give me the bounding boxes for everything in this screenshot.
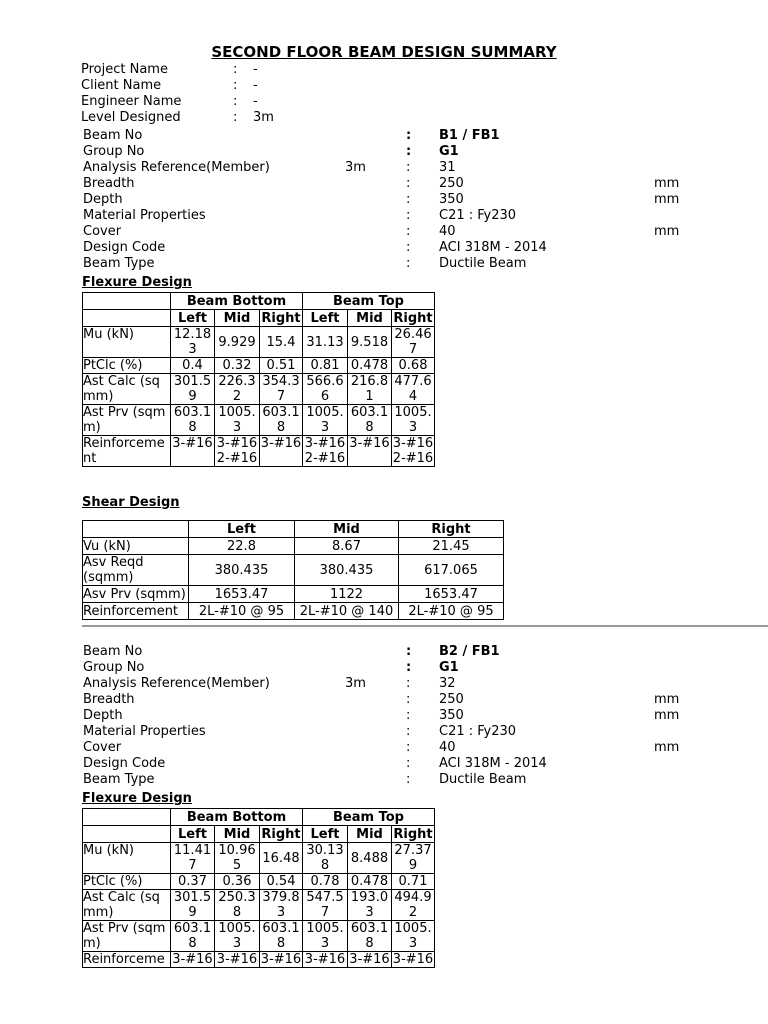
beam-info-row bbox=[83, 128, 723, 144]
table-cell: 22.8 bbox=[189, 538, 295, 555]
beam-info-row bbox=[83, 160, 723, 176]
table-cell: 12.183 bbox=[171, 327, 215, 358]
table-row bbox=[83, 586, 504, 603]
table-cell: 603.18 bbox=[260, 921, 303, 952]
table-cell: 566.66 bbox=[303, 374, 348, 405]
info-value: 250 bbox=[439, 176, 464, 191]
table-cell: 0.54 bbox=[260, 874, 303, 890]
table-cell: 0.68 bbox=[392, 358, 435, 374]
table-cell: 2L-#10 @ 95 bbox=[399, 603, 504, 620]
table-cell: 1005.3 bbox=[303, 405, 348, 436]
info-label: Beam No bbox=[83, 644, 143, 659]
info-value: 250 bbox=[439, 692, 464, 707]
info-label: Depth bbox=[83, 708, 123, 723]
section-divider bbox=[82, 625, 768, 627]
table-cell: 30.138 bbox=[303, 843, 348, 874]
colon: : bbox=[406, 676, 411, 691]
table-cell: 3-#16 bbox=[260, 952, 302, 967]
table-row bbox=[83, 374, 435, 405]
info-value: G1 bbox=[439, 144, 459, 159]
table-cell: 380.435 bbox=[189, 555, 295, 586]
row-label: Ast Prv (sqmm) bbox=[83, 921, 171, 952]
table-cell: 0.51 bbox=[260, 358, 303, 374]
info-value: Ductile Beam bbox=[439, 772, 527, 787]
info-label: Material Properties bbox=[83, 724, 206, 739]
beam-info-row bbox=[83, 256, 723, 272]
colon: : bbox=[233, 110, 238, 125]
project-info bbox=[81, 62, 381, 126]
row-label: Asv Prv (sqmm) bbox=[83, 586, 189, 603]
beam-info-row bbox=[83, 224, 723, 240]
table-cell: 250.38 bbox=[215, 890, 260, 921]
table-cell: 27.379 bbox=[392, 843, 435, 874]
table-row bbox=[83, 405, 435, 436]
table-cell: 1005.3 bbox=[392, 921, 435, 952]
beam2-flexure-heading: Flexure Design bbox=[82, 791, 192, 806]
beam-info-row bbox=[83, 756, 723, 772]
info-label: Design Code bbox=[83, 756, 166, 771]
table-cell: 0.81 bbox=[303, 358, 348, 374]
project-label: Project Name bbox=[81, 62, 168, 77]
row-label: Reinforcement bbox=[83, 603, 189, 620]
table-cell: 10.965 bbox=[215, 843, 260, 874]
table-cell: 0.478 bbox=[348, 358, 392, 374]
info-unit: mm bbox=[654, 224, 680, 239]
row-label: Ast Calc (sqmm) bbox=[83, 374, 171, 405]
table-cell: 3-#16 bbox=[172, 952, 213, 967]
table-cell: 1005.3 bbox=[392, 405, 435, 436]
info-unit: mm bbox=[654, 708, 680, 723]
project-label: Client Name bbox=[81, 78, 162, 93]
info-unit: mm bbox=[654, 176, 680, 191]
column-header: Left bbox=[171, 310, 215, 327]
group-header: Beam Bottom bbox=[171, 809, 303, 826]
row-label: Ast Prv (sqmm) bbox=[83, 405, 171, 436]
info-value: B1 / FB1 bbox=[439, 128, 500, 143]
info-value: B2 / FB1 bbox=[439, 644, 500, 659]
beam-info-row bbox=[83, 676, 723, 692]
blank-header-cell bbox=[83, 310, 171, 327]
beam-info-row bbox=[83, 740, 723, 756]
table-cell: 2L-#10 @ 95 bbox=[189, 603, 295, 620]
row-label: PtClc (%) bbox=[83, 874, 171, 890]
table-cell: 1005.3 bbox=[215, 405, 260, 436]
table-cell: 1005.3 bbox=[303, 921, 348, 952]
table-cell: 26.467 bbox=[392, 327, 435, 358]
table-cell: 603.18 bbox=[171, 921, 215, 952]
beam2-flexure-table bbox=[82, 808, 435, 968]
column-header: Right bbox=[399, 521, 504, 538]
beam1-shear-table bbox=[82, 520, 504, 620]
row-label: Mu (kN) bbox=[83, 327, 171, 358]
row-label: Reinforcement bbox=[83, 436, 171, 467]
table-row bbox=[83, 874, 435, 890]
project-value: - bbox=[253, 78, 258, 93]
colon: : bbox=[406, 256, 411, 271]
table-cell: 1653.47 bbox=[399, 586, 504, 603]
table-cell: 0.32 bbox=[215, 358, 260, 374]
table-row bbox=[83, 358, 435, 374]
colon: : bbox=[406, 660, 412, 675]
beam1-info bbox=[83, 128, 723, 272]
column-header: Mid bbox=[348, 310, 392, 327]
table-row bbox=[83, 538, 504, 555]
beam-info-row bbox=[83, 208, 723, 224]
table-cell: 617.065 bbox=[399, 555, 504, 586]
beam-info-row bbox=[83, 644, 723, 660]
table-cell: 379.83 bbox=[260, 890, 303, 921]
colon: : bbox=[406, 772, 411, 787]
beam1-flexure-table bbox=[82, 292, 435, 467]
beam-info-row bbox=[83, 176, 723, 192]
project-row bbox=[81, 78, 381, 94]
table-cell: 216.81 bbox=[348, 374, 392, 405]
table-cell: 354.37 bbox=[260, 374, 303, 405]
beam-info-row bbox=[83, 724, 723, 740]
colon: : bbox=[233, 62, 238, 77]
page-title: SECOND FLOOR BEAM DESIGN SUMMARY bbox=[211, 43, 557, 61]
table-cell: 0.78 bbox=[303, 874, 348, 890]
info-label: Beam No bbox=[83, 128, 143, 143]
info-unit: mm bbox=[654, 692, 680, 707]
blank-header-cell bbox=[83, 826, 171, 843]
column-header: Right bbox=[393, 310, 433, 326]
table-row bbox=[83, 890, 435, 921]
colon: : bbox=[406, 224, 411, 239]
colon: : bbox=[406, 708, 411, 723]
info-label: Group No bbox=[83, 144, 145, 159]
row-label: Vu (kN) bbox=[83, 538, 189, 555]
column-header: Left bbox=[303, 310, 348, 327]
info-label: Analysis Reference(Member) bbox=[83, 676, 270, 691]
project-row bbox=[81, 94, 381, 110]
table-cell: 0.37 bbox=[171, 874, 215, 890]
info-value: Ductile Beam bbox=[439, 256, 527, 271]
table-row bbox=[83, 843, 435, 874]
group-header: Beam Top bbox=[303, 809, 435, 826]
table-cell: 603.18 bbox=[348, 405, 392, 436]
project-row bbox=[81, 110, 381, 126]
info-value: 350 bbox=[439, 192, 464, 207]
beam2-info bbox=[83, 644, 723, 788]
colon: : bbox=[406, 692, 411, 707]
info-label: Material Properties bbox=[83, 208, 206, 223]
table-cell: 494.92 bbox=[392, 890, 435, 921]
table-cell: 3-#16 2-#16 bbox=[215, 436, 260, 467]
group-header: Beam Top bbox=[303, 293, 435, 310]
table-row bbox=[83, 327, 435, 358]
beam-info-row bbox=[83, 240, 723, 256]
colon: : bbox=[406, 756, 411, 771]
table-cell: 2L-#10 @ 140 bbox=[295, 603, 399, 620]
table-cell: 15.4 bbox=[260, 327, 303, 358]
project-label: Engineer Name bbox=[81, 94, 182, 109]
info-reference: 3m bbox=[345, 676, 366, 691]
row-label: Asv Reqd (sqmm) bbox=[83, 555, 189, 586]
table-cell: 21.45 bbox=[399, 538, 504, 555]
colon: : bbox=[406, 644, 412, 659]
info-value: ACI 318M - 2014 bbox=[439, 756, 547, 771]
info-value: 31 bbox=[439, 160, 456, 175]
info-label: Beam Type bbox=[83, 772, 155, 787]
table-cell: 0.4 bbox=[171, 358, 215, 374]
column-header: Right bbox=[261, 826, 301, 842]
colon: : bbox=[406, 144, 412, 159]
table-cell: 3-#16 bbox=[215, 952, 260, 968]
beam-info-row bbox=[83, 192, 723, 208]
project-label: Level Designed bbox=[81, 110, 181, 125]
blank-header-cell bbox=[83, 809, 171, 826]
colon: : bbox=[406, 208, 411, 223]
table-cell: 603.18 bbox=[260, 405, 303, 436]
table-cell: 301.59 bbox=[171, 890, 215, 921]
column-header: Right bbox=[261, 310, 301, 326]
table-cell: 8.488 bbox=[348, 843, 392, 874]
column-header: Right bbox=[393, 826, 433, 842]
blank-header-cell bbox=[83, 521, 189, 538]
info-label: Beam Type bbox=[83, 256, 155, 271]
colon: : bbox=[406, 176, 411, 191]
info-label: Breadth bbox=[83, 692, 135, 707]
column-header: Mid bbox=[215, 826, 260, 843]
row-label: Mu (kN) bbox=[83, 843, 171, 874]
project-value: 3m bbox=[253, 110, 274, 125]
beam-info-row bbox=[83, 772, 723, 788]
beam1-flexure-heading: Flexure Design bbox=[82, 275, 192, 290]
info-label: Depth bbox=[83, 192, 123, 207]
beam-info-row bbox=[83, 144, 723, 160]
info-label: Cover bbox=[83, 740, 122, 755]
table-cell: 477.64 bbox=[392, 374, 435, 405]
info-value: 40 bbox=[439, 224, 456, 239]
info-value: C21 : Fy230 bbox=[439, 208, 517, 223]
blank-header-cell bbox=[83, 293, 171, 310]
info-label: Analysis Reference(Member) bbox=[83, 160, 270, 175]
colon: : bbox=[406, 128, 412, 143]
table-row bbox=[83, 603, 504, 620]
table-cell: 1005.3 bbox=[215, 921, 260, 952]
table-row bbox=[83, 555, 504, 586]
info-value: 32 bbox=[439, 676, 456, 691]
table-cell: 3-#16 bbox=[260, 436, 303, 467]
table-cell: 3-#16 bbox=[303, 952, 348, 968]
info-label: Breadth bbox=[83, 176, 135, 191]
column-header: Mid bbox=[295, 521, 399, 538]
row-label: Reinforceme bbox=[83, 952, 171, 968]
table-cell: 301.59 bbox=[171, 374, 215, 405]
table-cell: 16.48 bbox=[260, 843, 303, 874]
table-cell: 0.478 bbox=[348, 874, 392, 890]
beam1-shear-heading: Shear Design bbox=[82, 495, 180, 510]
group-header: Beam Bottom bbox=[171, 293, 303, 310]
info-label: Cover bbox=[83, 224, 122, 239]
table-cell: 603.18 bbox=[171, 405, 215, 436]
info-reference: 3m bbox=[345, 160, 366, 175]
table-cell: 547.57 bbox=[303, 890, 348, 921]
table-cell: 8.67 bbox=[295, 538, 399, 555]
column-header: Left bbox=[303, 826, 348, 843]
beam-info-row bbox=[83, 708, 723, 724]
table-cell: 3-#16 bbox=[171, 436, 215, 467]
project-value: - bbox=[253, 62, 258, 77]
colon: : bbox=[406, 192, 411, 207]
info-value: 40 bbox=[439, 740, 456, 755]
table-cell: 0.71 bbox=[392, 874, 435, 890]
info-value: ACI 318M - 2014 bbox=[439, 240, 547, 255]
project-row bbox=[81, 62, 381, 78]
column-header: Left bbox=[189, 521, 295, 538]
table-cell: 3-#16 bbox=[392, 952, 434, 967]
info-value: 350 bbox=[439, 708, 464, 723]
project-value: - bbox=[253, 94, 258, 109]
column-header: Mid bbox=[215, 310, 260, 327]
row-label: PtClc (%) bbox=[83, 358, 171, 374]
colon: : bbox=[406, 240, 411, 255]
beam-info-row bbox=[83, 692, 723, 708]
table-cell: 3-#16 bbox=[349, 952, 390, 967]
table-cell: 380.435 bbox=[295, 555, 399, 586]
info-value: C21 : Fy230 bbox=[439, 724, 517, 739]
table-cell: 1122 bbox=[295, 586, 399, 603]
colon: : bbox=[406, 740, 411, 755]
table-cell: 3-#16 2-#16 bbox=[392, 436, 434, 466]
table-cell: 603.18 bbox=[348, 921, 392, 952]
table-cell: 3-#16 2-#16 bbox=[303, 436, 348, 467]
table-cell: 1653.47 bbox=[189, 586, 295, 603]
colon: : bbox=[406, 724, 411, 739]
info-label: Group No bbox=[83, 660, 145, 675]
table-row bbox=[83, 436, 435, 467]
table-cell: 226.32 bbox=[215, 374, 260, 405]
info-label: Design Code bbox=[83, 240, 166, 255]
info-unit: mm bbox=[654, 192, 680, 207]
column-header: Mid bbox=[348, 826, 392, 843]
table-cell: 0.36 bbox=[215, 874, 260, 890]
table-row bbox=[83, 921, 435, 952]
beam-info-row bbox=[83, 660, 723, 676]
table-cell: 31.13 bbox=[303, 327, 348, 358]
colon: : bbox=[233, 94, 238, 109]
colon: : bbox=[233, 78, 238, 93]
table-cell: 9.518 bbox=[348, 327, 392, 358]
colon: : bbox=[406, 160, 411, 175]
info-unit: mm bbox=[654, 740, 680, 755]
table-row bbox=[83, 952, 435, 968]
table-cell: 3-#16 bbox=[348, 436, 392, 467]
column-header: Left bbox=[171, 826, 215, 843]
table-cell: 11.417 bbox=[171, 843, 215, 874]
table-cell: 9.929 bbox=[215, 327, 260, 358]
info-value: G1 bbox=[439, 660, 459, 675]
row-label: Ast Calc (sqmm) bbox=[83, 890, 171, 921]
table-cell: 193.03 bbox=[348, 890, 392, 921]
